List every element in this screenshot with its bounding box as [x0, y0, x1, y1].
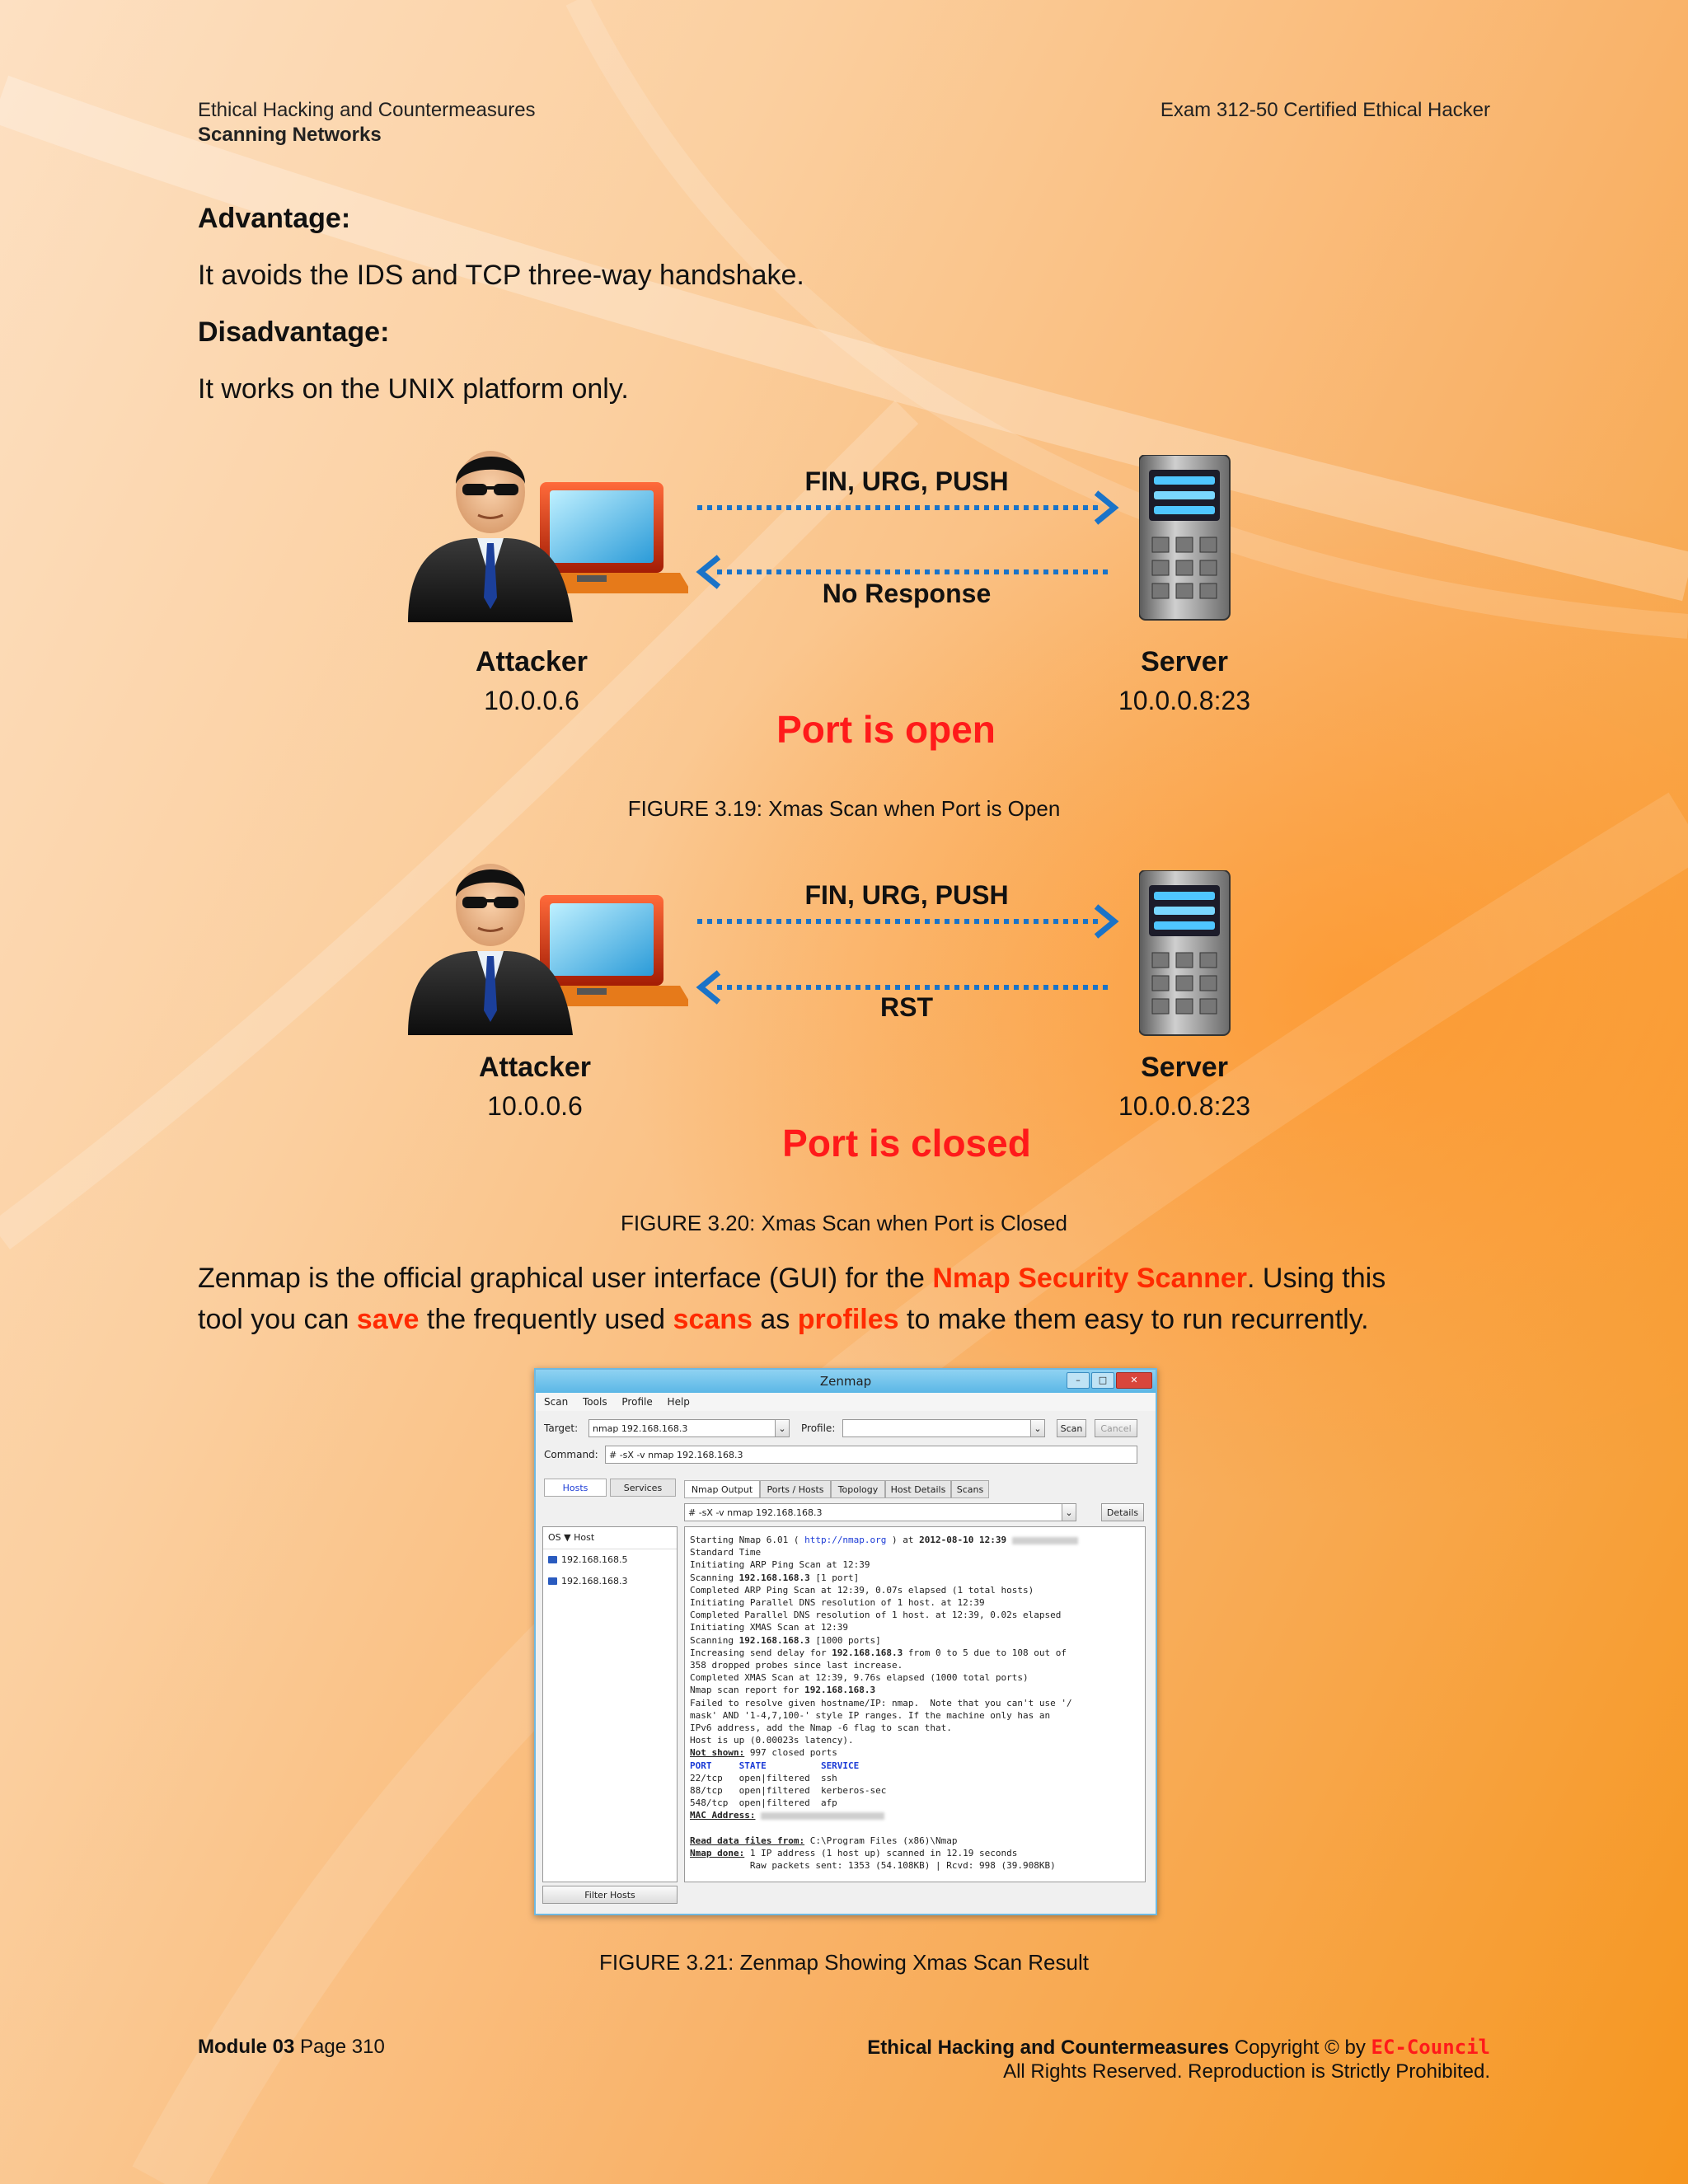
- server-ip: 10.0.0.8:23: [1118, 686, 1251, 715]
- scans-highlight: scans: [673, 1304, 753, 1335]
- menu-scan[interactable]: Scan: [544, 1396, 569, 1408]
- text-span: . Using this: [1247, 1263, 1386, 1294]
- tab-host-details[interactable]: Host Details: [885, 1480, 951, 1498]
- tab-ports-hosts[interactable]: Ports / Hosts: [760, 1480, 831, 1498]
- window-titlebar: [536, 1370, 1156, 1393]
- attacker-ip: 10.0.0.6: [484, 686, 579, 715]
- header-left-title: Ethical Hacking and Countermeasures: [198, 99, 536, 121]
- computer-icon: [548, 1556, 557, 1563]
- output-line: from 0 to 5 due to 108 out of: [903, 1647, 1067, 1658]
- output-line: Raw packets sent: 1353 (54.108KB) | Rcvd: 998 (39.908KB): [690, 1860, 1056, 1872]
- text-span: tool you can: [198, 1304, 357, 1335]
- output-line: Initiating XMAS Scan at 12:39: [690, 1622, 849, 1633]
- footer-rights: All Rights Reserved. Reproduction is Strictly Prohibited.: [1003, 2060, 1490, 2083]
- request-flags-label: FIN, URG, PUSH: [804, 880, 1009, 910]
- xmas-open-arrows: [692, 486, 1121, 593]
- computer-icon: [548, 1577, 557, 1585]
- output-line: Completed ARP Ping Scan at 12:39, 0.07s elapsed (1 total hosts): [690, 1584, 1034, 1596]
- filter-hosts-button[interactable]: Filter Hosts: [542, 1886, 678, 1904]
- port-status-closed: Port is closed: [782, 1122, 1031, 1165]
- output-line: Read data files from:: [690, 1835, 805, 1846]
- text-span: to make them easy to run recurrently.: [898, 1304, 1369, 1335]
- server-icon: [1139, 870, 1233, 1039]
- chevron-down-icon[interactable]: ⌄: [775, 1419, 790, 1437]
- menu-help[interactable]: Help: [667, 1396, 690, 1408]
- nmap-link[interactable]: http://nmap.org: [804, 1535, 887, 1545]
- output-line: 192.168.168.3: [738, 1634, 810, 1646]
- output-line: 358 dropped probes since last increase.: [690, 1660, 903, 1671]
- output-line: 1 IP address (1 host up) scanned in 12.19 seconds: [744, 1848, 1018, 1859]
- output-line: IPv6 address, add the Nmap -6 flag to scan that.: [690, 1722, 952, 1734]
- output-line: Scanning: [690, 1572, 739, 1583]
- redacted-text: [1012, 1537, 1078, 1544]
- figure-caption: FIGURE 3.20: Xmas Scan when Port is Closed: [621, 1211, 1067, 1235]
- page-number: Page 310: [294, 2036, 385, 2058]
- cancel-button[interactable]: Cancel: [1095, 1419, 1137, 1437]
- host-row[interactable]: [543, 1549, 677, 1571]
- copyright-title: Ethical Hacking and Countermeasures: [867, 2036, 1230, 2059]
- tab-nmap-output[interactable]: Nmap Output: [684, 1480, 760, 1498]
- output-line: Initiating ARP Ping Scan at 12:39: [690, 1559, 870, 1571]
- response-label: RST: [880, 992, 933, 1022]
- profiles-highlight: profiles: [797, 1304, 899, 1335]
- output-line: C:\Program Files (x86)\Nmap: [804, 1835, 958, 1846]
- figure-caption: FIGURE 3.21: Zenmap Showing Xmas Scan Result: [599, 1950, 1089, 1975]
- footer-copyright: [867, 2036, 1490, 2060]
- port-status-open: Port is open: [776, 708, 996, 751]
- hosts-list: [542, 1526, 678, 1882]
- redacted-text: [761, 1812, 884, 1820]
- output-line: Completed Parallel DNS resolution of 1 host. at 12:39, 0.02s elapsed: [690, 1610, 1062, 1621]
- target-label: Target:: [544, 1422, 579, 1434]
- output-line: Starting Nmap 6.01 (: [690, 1535, 805, 1545]
- window-title: Zenmap: [819, 1374, 872, 1389]
- disadvantage-heading: Disadvantage:: [198, 316, 390, 348]
- host-row[interactable]: [543, 1571, 677, 1592]
- figure-caption: FIGURE 3.19: Xmas Scan when Port is Open: [627, 796, 1061, 821]
- menu-profile[interactable]: Profile: [621, 1396, 653, 1408]
- minimize-icon[interactable]: –: [1067, 1372, 1090, 1389]
- advantage-text: It avoids the IDS and TCP three-way handshake.: [198, 260, 804, 291]
- host-ip: 192.168.168.3: [561, 1576, 628, 1586]
- port-row: 548/tcp open|filtered afp: [690, 1797, 837, 1809]
- output-line: Failed to resolve given hostname/IP: nmap. Note that you can't use '/: [690, 1697, 1072, 1708]
- menu-bar: [536, 1393, 1156, 1411]
- output-line: [1 port]: [809, 1572, 860, 1583]
- close-icon[interactable]: ✕: [1116, 1372, 1152, 1389]
- output-line: Host is up (0.00023s latency).: [690, 1735, 854, 1746]
- attacker-label: Attacker: [475, 646, 588, 677]
- profile-label: Profile:: [801, 1422, 836, 1434]
- nmap-output-text: [684, 1526, 1146, 1882]
- header-right-title: Exam 312-50 Certified Ethical Hacker: [1160, 99, 1490, 121]
- output-line: Initiating Parallel DNS resolution of 1 host. at 12:39: [690, 1597, 985, 1609]
- disadvantage-text: It works on the UNIX platform only.: [198, 373, 629, 405]
- copyright-text: Copyright © by: [1229, 2036, 1372, 2059]
- output-scan-select[interactable]: # -sX -v nmap 192.168.168.3: [684, 1503, 1076, 1521]
- server-ip: 10.0.0.8:23: [1118, 1091, 1251, 1121]
- output-line: 192.168.168.3: [804, 1685, 876, 1696]
- output-line: 192.168.168.3: [738, 1572, 810, 1583]
- tab-topology[interactable]: Topology: [831, 1480, 885, 1498]
- output-line: Nmap done:: [690, 1848, 745, 1859]
- tab-scans[interactable]: Scans: [951, 1480, 989, 1498]
- nmap-highlight: Nmap Security Scanner: [932, 1263, 1248, 1294]
- details-button[interactable]: Details: [1101, 1503, 1144, 1521]
- command-input[interactable]: # -sX -v nmap 192.168.168.3: [605, 1446, 1137, 1464]
- response-label: No Response: [822, 579, 992, 608]
- output-line: mask' AND '1-4,7,100-' style IP ranges. If the machine only has an: [690, 1709, 1051, 1721]
- server-label: Server: [1141, 1052, 1228, 1083]
- attacker-ip: 10.0.0.6: [487, 1091, 583, 1121]
- output-line: 997 closed ports: [744, 1747, 837, 1759]
- output-line: Not shown:: [690, 1747, 745, 1759]
- attacker-icon: [408, 441, 688, 626]
- ec-council-logo: EC-Council: [1371, 2036, 1490, 2059]
- output-line: MAC Address:: [690, 1810, 756, 1821]
- server-icon: [1139, 455, 1233, 624]
- advantage-heading: Advantage:: [198, 203, 351, 234]
- text-span: Zenmap is the official graphical user interface (GUI) for the: [198, 1263, 933, 1294]
- target-input[interactable]: nmap 192.168.168.3: [588, 1419, 790, 1437]
- port-row: 22/tcp open|filtered ssh: [690, 1772, 837, 1783]
- output-line: Completed XMAS Scan at 12:39, 9.76s elapsed (1000 total ports): [690, 1672, 1029, 1684]
- header-left-subtitle: Scanning Networks: [198, 124, 382, 146]
- zenmap-window: [534, 1368, 1157, 1915]
- text-span: the frequently used: [419, 1304, 673, 1335]
- port-table-header: PORT STATE SERVICE: [690, 1760, 860, 1771]
- request-flags-label: FIN, URG, PUSH: [804, 466, 1009, 496]
- xmas-closed-arrows: [692, 900, 1121, 1007]
- module-number: Module 03: [198, 2036, 295, 2058]
- menu-tools[interactable]: Tools: [583, 1396, 607, 1408]
- output-line: Standard Time: [690, 1547, 762, 1558]
- tab-hosts[interactable]: Hosts: [544, 1479, 607, 1497]
- attacker-label: Attacker: [478, 1052, 592, 1083]
- profile-select[interactable]: [842, 1419, 1045, 1437]
- output-line: Nmap scan report for: [690, 1685, 805, 1696]
- command-label: Command:: [544, 1449, 598, 1460]
- attacker-icon: [408, 854, 688, 1039]
- output-line: ) at: [886, 1535, 920, 1545]
- port-row: 88/tcp open|filtered kerberos-sec: [690, 1785, 887, 1797]
- tab-services[interactable]: Services: [610, 1479, 676, 1497]
- output-line: 2012-08-10 12:39: [919, 1535, 1007, 1545]
- output-line: Scanning: [690, 1634, 739, 1646]
- chevron-down-icon[interactable]: ⌄: [1062, 1503, 1076, 1521]
- output-line: 192.168.168.3: [832, 1647, 903, 1658]
- scan-button[interactable]: Scan: [1057, 1419, 1086, 1437]
- text-span: as: [752, 1304, 798, 1335]
- footer-module: [198, 2036, 385, 2059]
- chevron-down-icon[interactable]: ⌄: [1030, 1419, 1045, 1437]
- output-line: [1000 ports]: [809, 1634, 881, 1646]
- zenmap-paragraph: [198, 1258, 1492, 1340]
- os-host-header[interactable]: OS ▼ Host: [543, 1527, 677, 1549]
- save-highlight: save: [356, 1304, 420, 1335]
- maximize-icon[interactable]: □: [1091, 1372, 1114, 1389]
- output-line: Increasing send delay for: [690, 1647, 832, 1658]
- host-ip: 192.168.168.5: [561, 1554, 628, 1565]
- server-label: Server: [1141, 646, 1228, 677]
